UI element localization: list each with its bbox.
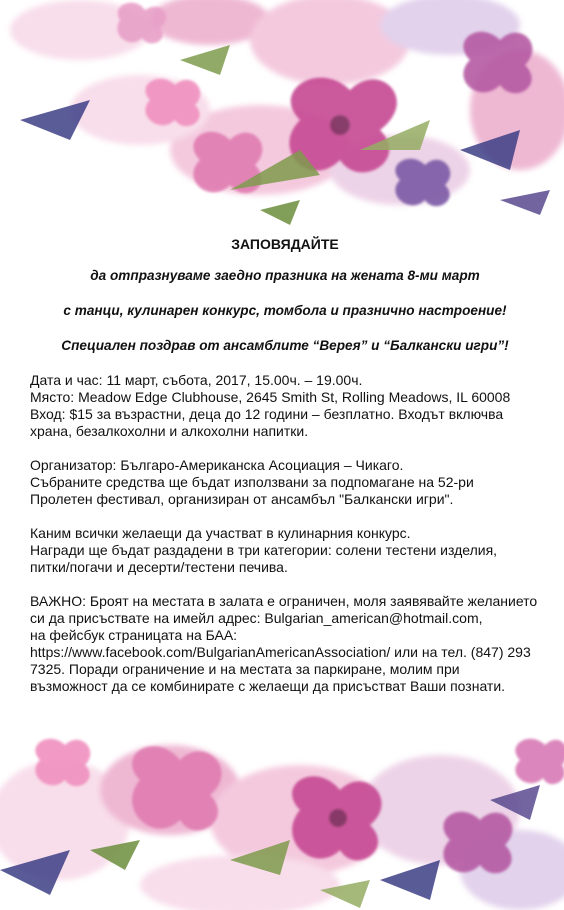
- floral-decoration-top: [0, 0, 564, 232]
- invitation-content: [30, 230, 540, 712]
- contest-prizes: Награди ще бъдат раздадени в три категории: солени тестени изделия, питки/погачи и десерти/тестени печива.: [30, 542, 498, 575]
- important-notice: [30, 593, 540, 695]
- important-text-facebook: на фейсбук страницата на БАА:: [30, 627, 238, 643]
- tagline-greeting: Специален поздрав от ансамблите “Верея” и “Балкански игри”!: [61, 338, 509, 353]
- organizer-funds: Събраните средства ще бъдат използвани за подпомагане на 52-ри Пролетен фестивал, организиран от ансамбъл "Балкански игри".: [30, 474, 474, 507]
- tagline-activities: с танци, кулинарен конкурс, томбола и празнично настроение!: [63, 303, 507, 318]
- floral-decoration-bottom: [0, 700, 564, 910]
- event-entry: Вход: $15 за възрастни, деца до 12 години – безплатно. Входът включва храна, безалкохолни и алкохолни напитки.: [30, 406, 504, 439]
- culinary-contest: [30, 525, 540, 576]
- organizer-name: Организатор: Българо-Американска Асоциация – Чикаго.: [30, 457, 404, 473]
- event-place: Място: Meadow Edge Clubhouse, 2645 Smith St, Rolling Meadows, IL 60008: [30, 389, 511, 405]
- invitation-heading: ЗАПОВЯДАЙТЕ: [231, 236, 339, 252]
- event-date: Дата и час: 11 март, събота, 2017, 15.00ч. – 19.00ч.: [30, 372, 363, 388]
- event-details: [30, 372, 540, 440]
- important-text-contact: https://www.facebook.com/BulgarianAmericanAssociation/ или на тел. (847) 293 7325. Поради ограничение и на местата за паркиране, молим при възможност да се комбинирате с желаещи да присъстват Ваши познати.: [30, 644, 531, 694]
- organizer-info: [30, 457, 540, 508]
- tagline-celebration: да отпразнуваме заедно празника на жената 8-ми март: [90, 268, 480, 283]
- watercolor-flowers-bottom: [0, 700, 564, 910]
- watercolor-flowers-top: [0, 0, 564, 232]
- important-text-registration: ВАЖНО: Броят на местата в залата е ограничен, моля заявявайте желанието си да присъствате на имейл адрес: Bulgarian_american@hotmail.com,: [30, 593, 538, 626]
- contest-invite: Каним всички желаещи да участват в кулинарния конкурс.: [30, 525, 411, 541]
